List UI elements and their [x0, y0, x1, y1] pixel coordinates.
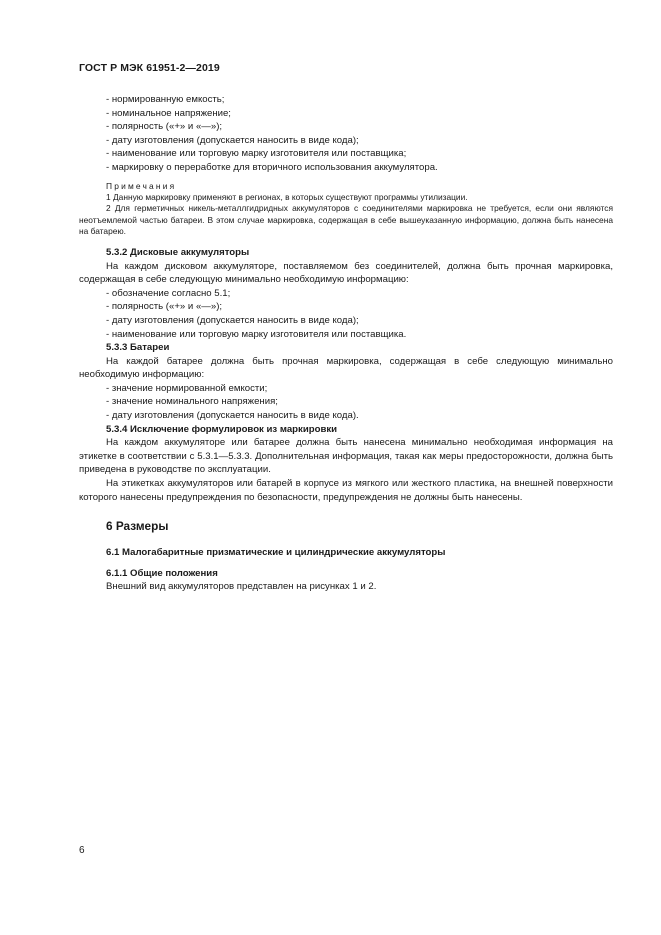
list-item: - значение нормированной емкости; [106, 382, 268, 394]
list-item: - дату изготовления (допускается наносить в виде кода); [106, 314, 359, 326]
list-item: - нормированную емкость; [106, 94, 225, 105]
notes-title: Примечания [106, 180, 177, 191]
section-5-3-4-paragraph-1: На каждом аккумуляторе или батарее должна быть нанесена минимально необходимая информация на этикетке в соответствии с 5.3.1—5.3.3. Дополнительная информация, такая как меры предосторожности, должна быть приведена в руководстве по эксплуатации. [79, 437, 613, 476]
list-item: - наименование или торговую марку изготовителя или поставщика. [106, 328, 407, 340]
section-6-1-1-heading: 6.1.1 Общие положения [106, 567, 218, 579]
list-item: - номинальное напряжение; [106, 107, 231, 119]
document-header: ГОСТ Р МЭК 61951-2—2019 [79, 62, 220, 74]
section-5-3-4-heading: 5.3.4 Исключение формулировок из маркировки [106, 423, 338, 435]
list-item: - дату изготовления (допускается наносить в виде кода); [106, 134, 359, 146]
note-2: 2 Для герметичных никель-металлгидридных аккумуляторов с соединителями маркировка не требуется, если они являются неотъемлемой частью батареи. В этом случае маркировка, содержащая в себе вышеуказанную информацию, должна быть нанесена на батарею. [79, 203, 613, 237]
list-item: - обозначение согласно 5.1; [106, 287, 231, 299]
section-5-3-4-paragraph-2: На этикетках аккумуляторов или батарей в корпусе из мягкого или жесткого пластика, на внешней поверхности которого нанесены предупреждения по безопасности, предупреждения не должны быть нанесены. [79, 478, 613, 503]
section-6-heading: 6 Размеры [106, 519, 169, 534]
section-5-3-3-heading: 5.3.3 Батареи [106, 342, 170, 354]
list-item: - полярность («+» и «—»); [106, 301, 223, 313]
section-5-3-2-heading: 5.3.2 Дисковые аккумуляторы [106, 246, 250, 258]
section-6-1-1-text: Внешний вид аккумуляторов представлен на рисунках 1 и 2. [106, 581, 377, 593]
page-number: 6 [79, 845, 85, 856]
list-item: - полярность («+» и «—»); [106, 121, 223, 133]
list-item: - наименование или торговую марку изготовителя или поставщика; [106, 148, 407, 160]
page-content [79, 93, 613, 594]
section-6-1-heading: 6.1 Малогабаритные призматические и цилиндрические аккумуляторы [106, 547, 446, 559]
note-1: 1 Данную маркировку применяют в регионах, в которых существуют программы утилизации. [106, 191, 468, 202]
list-item: - значение номинального напряжения; [106, 396, 278, 408]
list-item: - дату изготовления (допускается наносить в виде кода). [106, 410, 359, 422]
section-5-3-2-text: На каждом дисковом аккумуляторе, поставляемом без соединителей, должна быть прочная маркировка, содержащая в себе следующую минимально необходимую информацию: [79, 260, 613, 286]
list-item: - маркировку о переработке для вторичного использования аккумулятора. [106, 161, 438, 173]
section-5-3-3-text: На каждой батарее должна быть прочная маркировка, содержащая в себе следующую минимально необходимую информацию: [79, 355, 613, 381]
